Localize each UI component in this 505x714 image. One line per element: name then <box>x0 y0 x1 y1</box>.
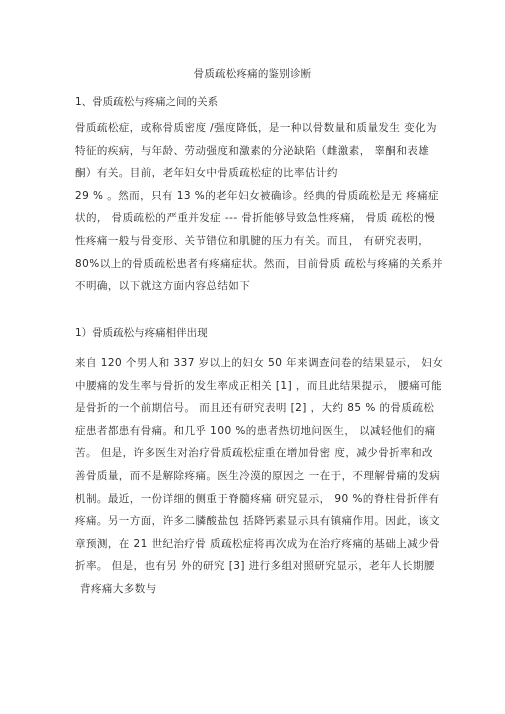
section-heading-2: 1）骨质疏松与疼痛相伴出现 <box>75 327 208 339</box>
paragraph-line: 特征的疾病，与年龄、劳动强度和激素的分泌缺陷（雌激素， 睾酮和表雄 <box>75 144 430 157</box>
paragraph-line: 是骨折的一个前期信号。 而且还有研究表明 [2] ，大约 85 % 的骨质疏松 <box>75 402 435 415</box>
paragraph-line: 背疼痛大多数与 <box>80 582 157 595</box>
section-1-paragraph <box>75 117 443 298</box>
paragraph-line: 80%以上的骨质疏松患者有疼痛症状。然而，目前骨质 疏松与疼痛的关系并 <box>75 257 443 270</box>
paragraph-line: 骨质疏松症，或称骨质密度 /强度降低，是一种以骨数量和质量发生 变化为 <box>75 122 437 134</box>
paragraph-line: 来自 120 个男人和 337 岁以上的妇女 50 年来调查问卷的结果显示， 妇女 <box>75 357 444 369</box>
paragraph-line: 机制。最近，一份详细的侧重于脊髓疼痛 研究显示， 90 %的脊柱骨折伴有 <box>75 492 440 505</box>
paragraph-line: 不明确，以下就这方面内容总结如下 <box>75 280 251 293</box>
paragraph-line: 苦。 但是，许多医生对治疗骨质疏松症重在增加骨密 度，减少骨折率和改 <box>75 447 433 460</box>
paragraph-line: 疼痛。另一方面，许多二膦酸盐包 括降钙素显示具有镇痛作用。因此，该文 <box>75 515 441 528</box>
paragraph-line: 酮）有关。目前，老年妇女中骨质疏松症的比率估计约 <box>75 167 338 180</box>
paragraph-line: 中腰痛的发生率与骨折的发生率成正相关 [1] ，而且此结果提示， 腰痛可能 <box>75 379 443 392</box>
paragraph-line: 29 % 。然而，只有 13 %的老年妇女被确诊。经典的骨质疏松是无 疼痛症 <box>75 189 439 202</box>
document-title: 骨质疏松疼痛的鉴别诊断 <box>193 68 312 80</box>
section-2-paragraph <box>75 352 444 601</box>
paragraph-line: 章预测，在 21 世纪治疗骨 质疏松症将再次成为在治疗疼痛的基础上减少骨 <box>75 537 441 550</box>
paragraph-line: 状的， 骨质疏松的严重并发症 --- 骨折能够导致急性疼痛， 骨质 疏松的慢 <box>75 212 436 225</box>
paragraph-line: 善骨质量，而不是解除疼痛。医生冷漠的原因之 一在于，不理解骨痛的发病 <box>75 469 441 482</box>
paragraph-line: 症患者都患有骨痛。和几乎 100 %的患者热切地问医生， 以减轻他们的痛 <box>75 424 436 437</box>
paragraph-line: 性疼痛一般与骨变形、关节错位和肌腱的压力有关。而且， 有研究表明， <box>75 234 430 247</box>
paragraph-line: 折率。 但是，也有另 外的研究 [3] 进行多组对照研究显示，老年人长期腰 <box>75 560 435 573</box>
section-heading-1: 1、骨质疏松与疼痛之间的关系 <box>75 96 219 108</box>
